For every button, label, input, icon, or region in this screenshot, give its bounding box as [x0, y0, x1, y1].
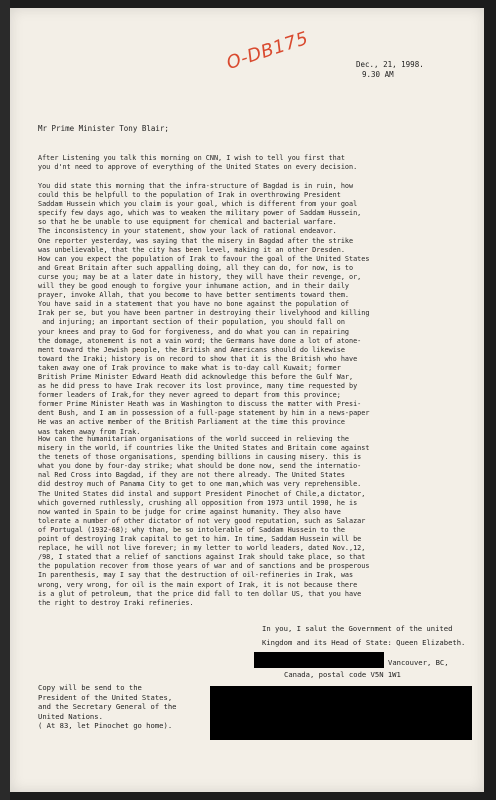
text-line: was unbelievable, that the city has been level, making it an other Dresden. — [38, 245, 345, 254]
text-line: is a glut of petroleum, that the price did fall to ten dollar US, that you have — [38, 589, 362, 598]
text-line: could this be helpfull to the population of Irak in overthrowing President — [38, 191, 341, 200]
text-line: prayer, invoke Allah, that you become to have better sentiments toward them. — [38, 291, 349, 300]
text-line: and Great Britain after such appalling doing, all they can do, for now, is to — [38, 263, 354, 272]
text-line: the domage, atonement is not a vain word; the Germans have done a lot of atone- — [38, 336, 362, 345]
copy-line: and the Secretary General of the — [38, 702, 177, 711]
text-line: replace, he will not live forever; in my letter to world leaders, dated Nov.,12, — [38, 544, 366, 553]
text-line: did destroy much of Panama City to get to one man,which was very reprehensible. — [38, 480, 362, 489]
text-line: How can you expect the population of Irak to favour the goal of the United States — [38, 254, 370, 263]
binder-edge — [0, 0, 10, 800]
text-line: and injuring; an important section of their population, you should fall on — [38, 318, 345, 327]
text-line: your knees and pray to God for forgiveness, and do what you can in repairing — [38, 327, 349, 336]
text-line: what you done by four-day strike; what should be done now, send the internatio- — [38, 462, 362, 471]
text-line: In parenthesis, may I say that the destruction of oil-refineries in Irak, was — [38, 571, 354, 580]
text-line: You have said in a statement that you have no bone against the population of — [38, 300, 349, 309]
text-line: toward the Iraki; history is on record to show that it is the British who have — [38, 354, 358, 363]
text-line: was taken away from Irak. — [38, 427, 141, 436]
paragraph-humanitarian — [38, 435, 468, 608]
closing — [262, 622, 465, 650]
text-line: He was an active member of the British Parliament at the time this province — [38, 418, 345, 427]
text-line: you d'nt need to approve of everything of the United States on every decision. — [38, 163, 358, 172]
text-line: You did state this morning that the infra-structure of Bagdad is in ruin, how — [38, 182, 354, 190]
text-line: the population recover from those years of war and of sanctions and be prosperous — [38, 562, 370, 571]
text-line: How can the humanitarian organisations of the world succeed in relieving the — [38, 435, 349, 443]
text-line: as he did press to have Irak recover its lost province, many time requested by — [38, 382, 358, 391]
redacted-signature-block — [210, 686, 472, 740]
text-line: curse you; may be at a later date in history, they will have their revenge, or, — [38, 272, 362, 281]
copy-note — [38, 683, 176, 731]
copy-line: Copy will be send to the — [38, 683, 142, 692]
address-city: Vancouver, BC, — [388, 658, 449, 667]
text-line: ment toward the Jewish people, the British and Americans should do likewise — [38, 345, 345, 354]
text-line: British Prime Minister Edward Heath did acknowledge this before the Gulf War, — [38, 372, 354, 381]
text-line: the tenets of those organisations, spending billions in causing misery. this is — [38, 453, 362, 462]
time-line: 9.30 AM — [362, 70, 394, 79]
text-line: which governed ruthlessly, crushing all opposition from 1973 until 1990, he is — [38, 498, 358, 507]
copy-line: President of the United States, — [38, 692, 173, 702]
text-line: misery in the world, if countries like the United States and Britain come against — [38, 444, 370, 453]
redacted-name-block — [254, 652, 384, 668]
text-line: so that he be unable to use equipment for chemical and bacterial warfare. — [38, 218, 337, 227]
letter-date — [356, 60, 424, 80]
paragraph-bagdad — [38, 182, 468, 437]
text-line: point of destroying Irak capital to get to him. In time, Saddam Hussein will be — [38, 535, 362, 544]
text-line: of Portugal (1932-68); why than, be so intolerable of Saddam Hussein to the — [38, 525, 345, 534]
text-line: specify few days ago, which was to weaken the military power of Saddam Hussein, — [38, 209, 362, 218]
handwritten-stamp: O-DB175 — [224, 27, 312, 74]
text-line: Irak per se, but you have been partner in destroying their livelyhood and killing — [38, 309, 370, 318]
text-line: the right to destroy Iraki refineries. — [38, 598, 194, 607]
salutation: Mr Prime Minister Tony Blair; — [38, 124, 169, 133]
date-line: Dec., 21, 1998. — [356, 60, 424, 69]
text-line: After Listening you talk this morning on CNN, I wish to tell you first that — [38, 154, 345, 162]
text-line: now wanted in Spain to be judge for crime against humanity. They also have — [38, 507, 341, 516]
text-line: nal Red Cross into Bagdad, if they are not there already. The United States — [38, 471, 345, 480]
text-line: The inconsistency in your statement, show your lack of rational endeavor. — [38, 227, 337, 236]
copy-line: United Nations. — [38, 711, 103, 721]
text-line: dent Bush, and I am in possession of a full-page statement by him in a news-paper — [38, 409, 370, 418]
text-line: One reporter yesterday, was saying that the misery in Bagdad after the strike — [38, 236, 354, 245]
text-line: /98, I stated that a relief of sanctions against Irak should take place, so that — [38, 553, 366, 562]
paragraph-intro — [38, 154, 468, 172]
text-line: former Prime Minister Heath was in Washington to discuss the matter with Presi- — [38, 400, 362, 409]
text-line: The United States did instal and support President Pinochet of Chile,a dictator, — [38, 489, 366, 498]
text-line: Saddam Hussein which you claim is your goal, which is different from your goal — [38, 200, 358, 209]
text-line: former leaders of Irak,for they never agreed to depart from this province; — [38, 391, 341, 400]
closing-line: In you, I salut the Government of the united — [262, 624, 453, 633]
address-postal: Canada, postal code V5N 1W1 — [284, 670, 401, 679]
text-line: tolerate a number of other dictator of not very good reputation, such as Salazar — [38, 516, 366, 525]
text-line: will they be good enough to forgive your inhumane action, and in their daily — [38, 282, 349, 291]
copy-line: ( At 83, let Pinochet go home). — [38, 721, 173, 730]
closing-line: Kingdom and its Head of State: Queen Elizabeth. — [262, 638, 466, 647]
text-line: wrong, very wrong, for oil is the main export of Irak, it is not because there — [38, 580, 358, 589]
text-line: taken away one of Irak province to make what is to-day call Kuwait; former — [38, 363, 341, 372]
